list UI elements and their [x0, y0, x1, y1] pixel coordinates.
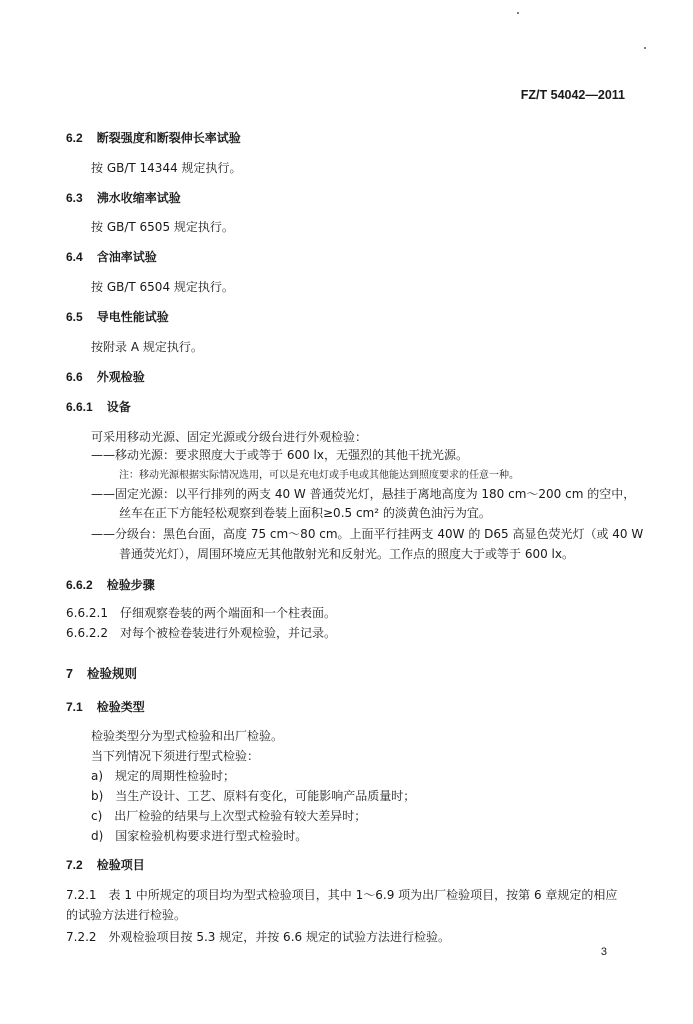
- chapter-title: 检验规则: [86, 666, 137, 681]
- section-number: 6.5: [66, 310, 83, 324]
- scan-speck: [644, 47, 646, 49]
- list-item-mobile-light: ——移动光源：要求照度大于或等于 600 lx，无强烈的其他干扰光源。: [91, 448, 468, 462]
- section-number: 6.6.2: [66, 578, 93, 592]
- list-item-b: b) 当生产设计、工艺、原料有变化，可能影响产品质量时；: [91, 789, 416, 803]
- section-title: 设备: [106, 400, 131, 414]
- section-6-6-heading: [66, 369, 145, 385]
- list-item-fixed-light-cont: 丝车在正下方能轻松观察到卷装上面积≥0.5 cm² 的淡黄色油污为宜。: [119, 506, 491, 520]
- section-6-5-heading: [66, 309, 169, 325]
- section-title: 外观检验: [96, 370, 145, 384]
- list-item-c: c) 出厂检验的结果与上次型式检验有较大差异时；: [91, 809, 367, 823]
- section-number: 6.4: [66, 250, 83, 264]
- section-title: 断裂强度和断裂伸长率试验: [96, 131, 241, 145]
- section-title: 导电性能试验: [96, 310, 169, 324]
- type-test-conditions-intro: 当下列情况下须进行型式检验：: [91, 749, 260, 763]
- list-item-grading-table-cont: 普通荧光灯），周围环境应无其他散射光和反射光。工作点的照度大于或等于 600 lx。: [119, 547, 574, 561]
- section-title: 检验步骤: [106, 578, 155, 592]
- section-6-6-2-heading: [66, 577, 155, 593]
- section-6-2-heading: [66, 130, 241, 146]
- list-item-fixed-light: ——固定光源：以平行排列的两支 40 W 普通荧光灯，悬挂于离地高度为 180 cm～200 cm 的空中，: [91, 487, 636, 501]
- section-6-3-heading: [66, 190, 181, 206]
- section-title: 含油率试验: [96, 250, 157, 264]
- chapter-7-heading: [66, 666, 137, 682]
- clause-6-6-2-2: 6.6.2.2 对每个被检卷装进行外观检验，并记录。: [66, 626, 336, 640]
- section-6-4-text: 按 GB/T 6504 规定执行。: [91, 280, 234, 294]
- list-item-grading-table: ——分级台：黑色台面，高度 75 cm～80 cm。上面平行挂两支 40W 的 D65 高显色荧光灯（或 40 W: [91, 527, 644, 541]
- section-7-2-heading: [66, 857, 145, 873]
- chapter-number: 7: [66, 667, 73, 681]
- note-mobile-light: 注：移动光源根据实际情况选用，可以是充电灯或手电或其他能达到照度要求的任意一种。: [119, 470, 519, 481]
- section-6-4-heading: [66, 249, 157, 265]
- section-6-2-text: 按 GB/T 14344 规定执行。: [91, 161, 242, 175]
- section-number: 6.3: [66, 191, 83, 205]
- page-number: 3: [600, 946, 607, 958]
- clause-7-2-1-cont: 的试验方法进行检验。: [66, 908, 187, 922]
- section-6-5-text: 按附录 A 规定执行。: [91, 340, 203, 354]
- clause-7-2-1: 7.2.1 表 1 中所规定的项目均为型式检验项目，其中 1～6.9 项为出厂检验项目，按第 6 章规定的相应: [66, 888, 618, 902]
- section-number: 6.6.1: [66, 400, 93, 414]
- section-title: 检验项目: [96, 858, 145, 872]
- list-item-d: d) 国家检验机构要求进行型式检验时。: [91, 829, 308, 843]
- standard-code: FZ/T 54042—2011: [520, 88, 625, 102]
- clause-7-2-2: 7.2.2 外观检验项目按 5.3 规定，并按 6.6 规定的试验方法进行检验。: [66, 930, 450, 944]
- section-number: 7.2: [66, 858, 83, 872]
- clause-6-6-2-1: 6.6.2.1 仔细观察卷装的两个端面和一个柱表面。: [66, 606, 336, 620]
- inspection-types-text: 检验类型分为型式检验和出厂检验。: [91, 729, 284, 743]
- section-6-6-1-heading: [66, 399, 131, 415]
- scan-speck: [517, 12, 519, 14]
- section-number: 6.2: [66, 131, 83, 145]
- section-7-1-heading: [66, 699, 145, 715]
- section-title: 检验类型: [96, 700, 145, 714]
- equipment-intro: 可采用移动光源、固定光源或分级台进行外观检验：: [91, 430, 368, 444]
- section-title: 沸水收缩率试验: [96, 191, 181, 205]
- section-number: 7.1: [66, 700, 83, 714]
- section-number: 6.6: [66, 370, 83, 384]
- list-item-a: a) 规定的周期性检验时；: [91, 769, 236, 783]
- section-6-3-text: 按 GB/T 6505 规定执行。: [91, 220, 234, 234]
